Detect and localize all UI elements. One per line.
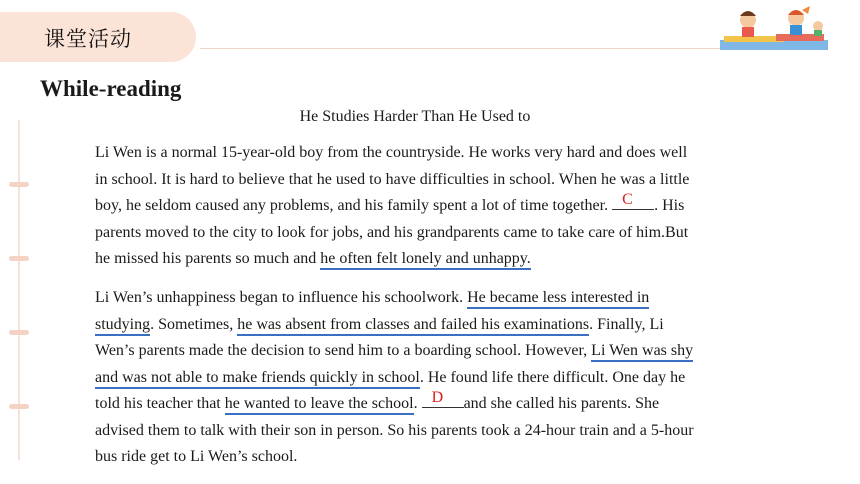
paragraph-line <box>95 312 775 339</box>
underlined-phrase: He became less interested in <box>467 289 649 309</box>
section-heading: While-reading <box>40 76 182 101</box>
paragraph-line: parents moved to the city to look for jobs, and his grandparents came to take care of him.But <box>95 223 689 241</box>
rail-dot <box>9 182 29 187</box>
paragraph-line: Li Wen is a normal 15-year-old boy from the countryside. He works very hard and does well <box>95 144 688 161</box>
paragraph-1 <box>95 140 775 273</box>
paragraph-line <box>95 338 775 365</box>
paragraph-line: bus ride get to Li Wen’s school. <box>95 448 298 465</box>
text-segment: he missed his parents so much and <box>95 250 321 267</box>
rail-dot <box>9 404 29 409</box>
underlined-phrase: Li Wen was shy <box>591 342 693 362</box>
text-segment: boy, he seldom caused any problems, and his family spent a lot of time together. <box>95 197 613 214</box>
text-segment: . He found life there difficult. One day he <box>419 368 686 386</box>
text-segment: . Finally, Li <box>589 315 664 333</box>
text-segment: Li Wen’s unhappiness began to influence his schoolwork. <box>95 289 468 306</box>
paragraph-line: advised them to talk with their son in person. So his parents took a 24-hour train and a 5-hour <box>95 421 694 439</box>
paragraph-line <box>95 285 775 312</box>
rail-dot <box>9 330 29 335</box>
text-segment: . Sometimes, <box>150 315 238 333</box>
header-title: 课堂活动 <box>44 27 132 51</box>
text-segment: told his teacher that <box>95 395 225 412</box>
paragraph-line: in school. It is hard to believe that he used to have difficulties in school. When he was a little <box>95 170 690 188</box>
text-segment: and she called his parents. She <box>463 395 660 412</box>
underlined-phrase: and was not able to make friends quickly in school <box>95 369 420 389</box>
underlined-phrase: he often felt lonely and unhappy. <box>320 250 530 270</box>
underlined-phrase: studying <box>95 316 150 336</box>
paragraph-line <box>95 193 775 220</box>
underlined-phrase: he wanted to leave the school <box>225 395 414 415</box>
passage-title: He Studies Harder Than He Used to <box>299 108 531 125</box>
text-segment: . <box>413 395 422 412</box>
text-segment: . His <box>654 197 685 214</box>
children-reading-books-illustration <box>718 6 830 56</box>
answer-letter: C <box>622 191 633 208</box>
paragraph-2 <box>95 285 775 471</box>
header-divider <box>200 48 800 49</box>
left-decorative-rail <box>18 120 20 460</box>
answer-letter: D <box>431 389 444 406</box>
paragraph-line <box>95 246 775 273</box>
rail-dot <box>9 256 29 261</box>
answer-blank-2 <box>422 389 464 408</box>
paragraph-line <box>95 391 775 418</box>
answer-blank-1 <box>612 191 654 210</box>
text-segment: Wen’s parents made the decision to send him to a boarding school. However, <box>95 342 592 359</box>
underlined-phrase: he was absent from classes and failed his examinations <box>237 316 589 336</box>
